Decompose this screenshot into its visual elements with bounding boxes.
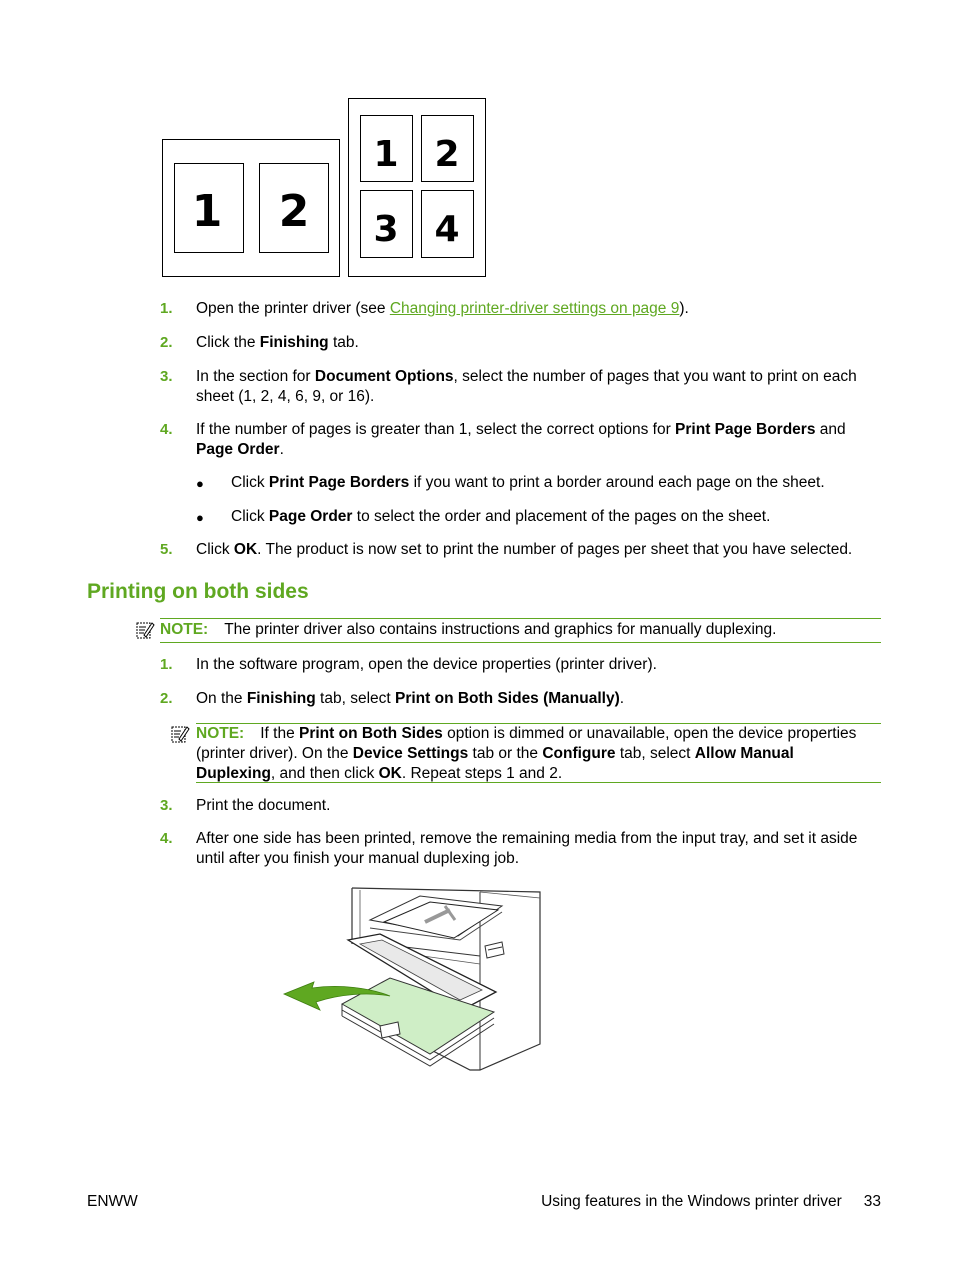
note-bottom-rule — [196, 782, 881, 783]
step-text-bold: Page Order — [196, 441, 280, 458]
step-text-post: , select the number of pages that you want to print on each — [453, 368, 857, 385]
step-text-pre: In the section for — [196, 368, 315, 385]
note-text-bold: Duplexing — [196, 765, 271, 782]
note-label: NOTE: — [196, 725, 245, 742]
page-number: 33 — [863, 1193, 881, 1210]
step-text-line2: until after you finish your manual duplexing job. — [196, 850, 520, 867]
note-label: NOTE: — [160, 621, 209, 638]
note-text-part: option is dimmed or unavailable, open the device properties — [442, 725, 857, 742]
note-text-part: tab, select — [615, 745, 695, 762]
step-text-pre: Click — [196, 541, 234, 558]
panel-b-page-3: 3 — [373, 209, 399, 250]
step-number: 4. — [160, 421, 173, 438]
step-text-bold: Print Page Borders — [675, 421, 816, 438]
note-text-bold: Allow Manual — [694, 745, 794, 762]
step-number: 2. — [160, 690, 173, 707]
step-number: 1. — [160, 656, 173, 673]
step-number: 4. — [160, 830, 173, 847]
panel-a-page-2: 2 — [278, 186, 310, 237]
note-text-part: , and then click — [270, 765, 379, 782]
step-text-bold: Finishing — [246, 690, 316, 707]
step-text-bold: Print on Both Sides (Manually) — [395, 690, 620, 707]
step-text-bold: Finishing — [259, 334, 329, 351]
note-text-bold: Device Settings — [352, 745, 469, 762]
step-text — [196, 299, 689, 319]
step-number: 5. — [160, 541, 173, 558]
step-text — [196, 333, 359, 353]
step-text-post: ). — [679, 300, 689, 317]
step-text-pre: Click the — [196, 334, 260, 351]
panel-b-page-4: 4 — [434, 209, 460, 250]
note-body: The printer driver also contains instructions and graphics for manually duplexing. — [224, 621, 777, 638]
step-number: 3. — [160, 797, 173, 814]
note-text-part: (printer driver). On the — [196, 745, 353, 762]
bullet-text-post: if you want to print a border around each page on the sheet. — [409, 474, 825, 491]
step-number: 3. — [160, 368, 173, 385]
step-text-line1: After one side has been printed, remove the remaining media from the input tray, and set it aside — [196, 830, 858, 847]
step-text-post: . — [619, 690, 625, 707]
footer-chapter: Using features in the Windows printer driver — [541, 1193, 842, 1210]
note-text-bold: Configure — [542, 745, 616, 762]
panel-b-page-2: 2 — [434, 134, 460, 175]
step-text — [196, 367, 886, 407]
step-text-pre: On the — [196, 690, 247, 707]
step-number: 2. — [160, 334, 173, 351]
note-text-part: . Repeat steps 1 and 2. — [401, 765, 563, 782]
step-text-post: tab. — [328, 334, 359, 351]
section-heading: Printing on both sides — [87, 580, 309, 603]
step-text-pre: Open the printer driver (see — [196, 300, 390, 317]
step-text-mid: and — [815, 421, 846, 438]
step-text — [196, 540, 852, 560]
footer-left: ENWW — [87, 1193, 138, 1210]
bullet-dot: ● — [196, 476, 204, 491]
step-text-post: . The product is now set to print the number of pages per sheet that you have selected. — [257, 541, 853, 558]
step-text-mid: tab, select — [315, 690, 395, 707]
note-text-bold: OK — [378, 765, 402, 782]
bullet-dot: ● — [196, 510, 204, 525]
note-text-bold: Print on Both Sides — [299, 725, 443, 742]
note-icon — [170, 724, 190, 749]
step-text-post: . — [279, 441, 284, 458]
step-text-line2: sheet (1, 2, 4, 6, 9, or 16). — [196, 388, 375, 405]
panel-b-page-1: 1 — [373, 134, 399, 175]
step-text — [196, 420, 886, 460]
note-text — [196, 724, 886, 784]
note-top-rule — [160, 618, 881, 619]
note-bottom-rule — [160, 642, 881, 643]
note-text-part: If the — [260, 725, 299, 742]
step-number: 1. — [160, 300, 173, 317]
bullet-text-bold: Print Page Borders — [268, 474, 410, 491]
bullet-text — [231, 507, 770, 527]
bullet-text — [231, 473, 825, 493]
note-icon — [135, 620, 155, 645]
bullet-text-pre: Click — [231, 508, 269, 525]
bullet-text-pre: Click — [231, 474, 269, 491]
pages-per-sheet-figure — [162, 98, 492, 280]
step-text: Print the document. — [196, 797, 331, 814]
note-text-part: tab or the — [468, 745, 543, 762]
note-text — [160, 620, 776, 640]
settings-link[interactable]: Changing printer-driver settings on page 9 — [389, 300, 680, 317]
step-text — [196, 829, 886, 869]
printer-illustration — [280, 884, 545, 1074]
footer-right — [541, 1193, 881, 1211]
step-text-pre: If the number of pages is greater than 1, select the correct options for — [196, 421, 676, 438]
step-text-bold: Document Options — [314, 368, 454, 385]
bullet-text-post: to select the order and placement of the pages on the sheet. — [352, 508, 771, 525]
step-text-bold: OK — [233, 541, 258, 558]
step-text — [196, 689, 624, 709]
bullet-text-bold: Page Order — [268, 508, 353, 525]
panel-a-page-1: 1 — [191, 186, 223, 237]
step-text: In the software program, open the device properties (printer driver). — [196, 656, 657, 673]
pages-per-sheet-illustration — [162, 98, 492, 280]
